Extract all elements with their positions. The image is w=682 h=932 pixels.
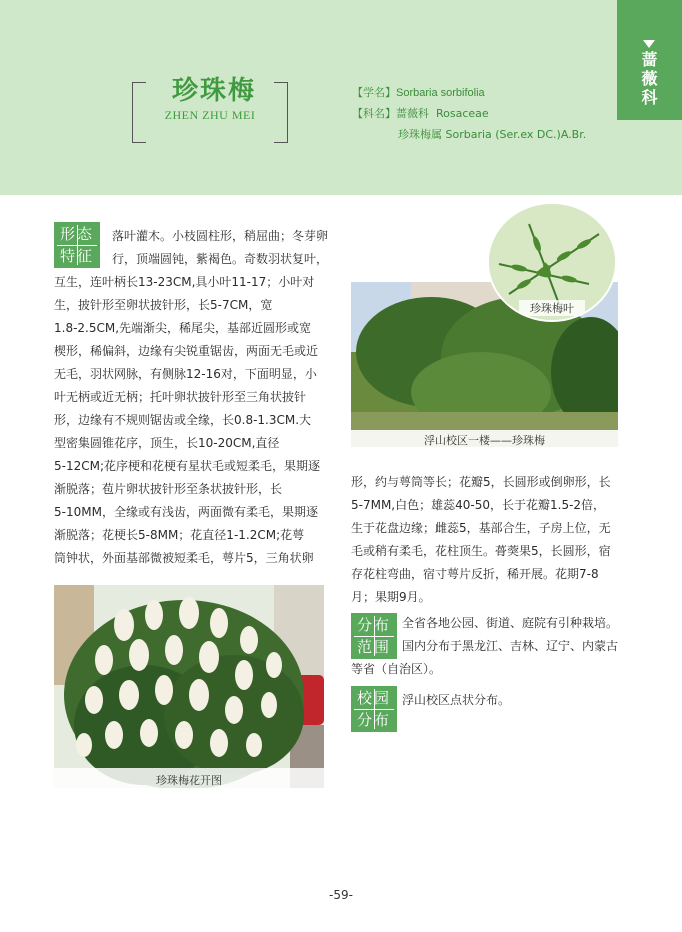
page-number: -59-: [329, 888, 353, 902]
flower-photo-caption: 珍珠梅花开图: [156, 774, 222, 787]
badge-char: 态: [77, 225, 95, 243]
badge-char: 布: [374, 711, 392, 729]
badge-char: 特: [59, 247, 77, 265]
morphology-line: 行，顶端圆钝，紫褐色。奇数羽状复叶，: [112, 252, 329, 266]
sci-name: Sorbaria sorbifolia: [396, 87, 485, 99]
flower-photo: [54, 585, 324, 788]
morphology-line: 形，约与萼筒等长；花瓣5，长圆形或倒卵形，长: [351, 475, 611, 489]
morphology-line: 叶无柄或近无柄；托叶卵状披针形至三角状披针: [54, 390, 307, 404]
family-label: 【科名】: [352, 107, 396, 120]
leaf-inset-photo: [487, 202, 617, 322]
morphology-line: 存花柱弯曲，宿寸萼片反折，稀开展。花期7-8: [351, 567, 599, 581]
morphology-line: 毛或稍有柔毛，花柱顶生。蓇葖果5，长圆形，宿: [351, 544, 611, 558]
badge-char: 征: [77, 247, 95, 265]
morphology-line: 渐脱落；苞片卵状披针形至条状披针形，长: [54, 482, 283, 496]
distribution-line: 等省（自治区）。: [351, 662, 442, 676]
distribution-line: 全省各地公园、街道、庭院有引种栽培。: [402, 616, 619, 630]
morphology-line: 5-12CM;花序梗和花梗有星状毛或短柔毛，果期逐: [54, 459, 321, 473]
morphology-line: 型密集圆锥花序，顶生，长10-20CM,直径: [54, 436, 280, 450]
family-tab-label: [617, 50, 682, 107]
morphology-line: 楔形，稀偏斜，边缘有尖锐重锯齿，两面无毛或近: [54, 344, 319, 358]
genus-row: 珍珠梅属 Sorbaria (Ser.ex DC.)A.Br.: [398, 128, 587, 141]
morphology-line: 生于花盘边缘；雌蕊5，基部合生，子房上位，无: [351, 521, 611, 535]
distribution-badge: [351, 613, 397, 659]
badge-char: 校: [356, 689, 374, 707]
morphology-line: 无毛，羽状网脉，有侧脉12-16对，下面明显，小: [54, 367, 317, 381]
campus-distribution-badge: [351, 686, 397, 732]
morphology-line: 落叶灌木。小枝圆柱形，稍屈曲；冬芽卵: [112, 229, 329, 243]
family-cn: 蔷薇科: [396, 107, 429, 120]
family-name-row: [352, 105, 489, 121]
morphology-badge: [54, 222, 100, 268]
badge-char: 分: [356, 711, 374, 729]
badge-char: 布: [374, 616, 392, 634]
morphology-line: 生，披针形至卵状披针形，长5-7CM，宽: [54, 298, 273, 312]
badge-char: 分: [356, 616, 374, 634]
badge-char: 形: [59, 225, 77, 243]
leaf-inset-caption: 珍珠梅叶: [519, 300, 585, 316]
header-band: [0, 0, 682, 195]
distribution-line: 国内分布于黑龙江、吉林、辽宁、内蒙古: [402, 639, 619, 653]
family-latin: Rosaceae: [436, 107, 489, 120]
page-title-pinyin: ZHEN ZHU MEI: [164, 108, 256, 122]
morphology-line: 月；果期9月。: [351, 590, 431, 604]
page-title: 珍珠梅: [162, 70, 266, 107]
morphology-line: 渐脱落；花梗长5-8MM；花直径1-1.2CM;花萼: [54, 528, 305, 542]
morphology-line: 1.8-2.5CM,先端渐尖，稀尾尖，基部近圆形或宽: [54, 321, 312, 335]
family-tab-chars: 蔷 薇 科: [641, 50, 658, 107]
scientific-name-row: [352, 84, 485, 100]
badge-char: 园: [374, 689, 392, 707]
morphology-line: 互生，连叶柄长13-23CM,具小叶11-17；小叶对: [54, 275, 315, 289]
campus-distribution-text: 浮山校区点状分布。: [402, 693, 511, 707]
family-tab: [617, 0, 682, 120]
morphology-line: 5-10MM，全缘或有浅齿，两面微有柔毛，果期逐: [54, 505, 318, 519]
flower-photo-image: [54, 585, 324, 788]
morphology-line: 筒钟状，外面基部微被短柔毛，萼片5，三角状卵: [54, 551, 314, 565]
badge-char: 范: [356, 638, 374, 656]
badge-char: 围: [374, 638, 392, 656]
morphology-line: 形，边缘有不规则锯齿或全缘，长0.8-1.3CM.大: [54, 413, 312, 427]
campus-photo-caption: 浮山校区一楼——珍珠梅: [424, 434, 545, 447]
triangle-down-icon: [643, 40, 655, 48]
morphology-line: 5-7MM,白色；雄蕊40-50，长于花瓣1.5-2倍，: [351, 498, 606, 512]
sci-label: 【学名】: [352, 86, 396, 99]
